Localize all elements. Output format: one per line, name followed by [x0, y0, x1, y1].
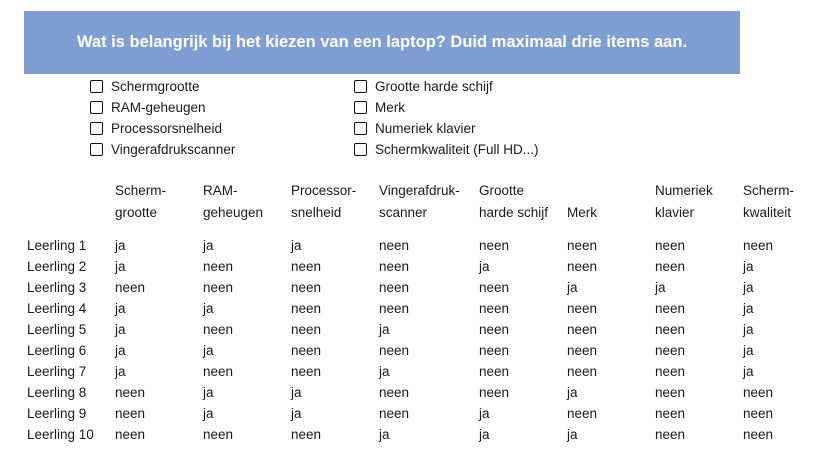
option-schermkwaliteit[interactable] [354, 139, 539, 160]
checkbox-icon[interactable] [354, 143, 367, 156]
option-vingerafdrukscanner[interactable] [90, 139, 235, 160]
table-cell: neen [567, 301, 598, 316]
option-label: RAM-geheugen [111, 100, 206, 115]
row-label: Leerling 5 [27, 322, 87, 337]
table-cell: neen [379, 385, 410, 400]
header-line: scanner [379, 204, 428, 220]
option-processorsnelheid[interactable] [90, 118, 235, 139]
table-row [0, 340, 820, 361]
table-row [0, 319, 820, 340]
table-cell: neen [743, 406, 774, 421]
checkbox-icon[interactable] [354, 101, 367, 114]
table-cell: neen [479, 322, 510, 337]
option-ram-geheugen[interactable] [90, 97, 235, 118]
table-cell: neen [567, 322, 598, 337]
table-cell: ja [203, 238, 214, 253]
option-label: Grootte harde schijf [375, 79, 493, 94]
table-cell: ja [115, 364, 126, 379]
table-cell: neen [743, 427, 774, 442]
table-cell: neen [203, 427, 234, 442]
table-cell: neen [567, 343, 598, 358]
table-cell: neen [567, 259, 598, 274]
table-cell: neen [655, 343, 686, 358]
table-cell: ja [479, 406, 490, 421]
table-cell: ja [379, 427, 390, 442]
table-cell: neen [291, 322, 322, 337]
header-line: Numeriek [655, 183, 713, 198]
table-cell: ja [655, 280, 666, 295]
table-cell: ja [479, 259, 490, 274]
table-cell: neen [655, 322, 686, 337]
header-line: snelheid [291, 204, 342, 220]
table-cell: ja [291, 406, 302, 421]
table-cell: neen [291, 427, 322, 442]
table-cell: ja [115, 238, 126, 253]
checkbox-icon[interactable] [90, 101, 103, 114]
table-cell: neen [115, 427, 146, 442]
table-cell: ja [567, 427, 578, 442]
column-header [115, 180, 166, 223]
table-row [0, 361, 820, 382]
header-line: geheugen [203, 204, 264, 220]
row-label: Leerling 7 [27, 364, 87, 379]
results-table-header [0, 180, 820, 224]
checkbox-icon[interactable] [90, 143, 103, 156]
row-label: Leerling 3 [27, 280, 87, 295]
table-cell: neen [655, 427, 686, 442]
header-line: grootte [115, 204, 158, 220]
table-cell: ja [203, 385, 214, 400]
column-header [743, 180, 794, 223]
table-cell: ja [203, 343, 214, 358]
column-header [567, 180, 597, 223]
table-cell: ja [743, 322, 754, 337]
table-row [0, 298, 820, 319]
table-cell: ja [743, 280, 754, 295]
column-header [479, 180, 548, 223]
row-label: Leerling 4 [27, 301, 87, 316]
header-line: Grootte [479, 183, 525, 198]
table-cell: ja [203, 301, 214, 316]
table-row [0, 277, 820, 298]
table-cell: neen [291, 280, 322, 295]
checkbox-icon[interactable] [90, 80, 103, 93]
header-line: kwaliteit [743, 204, 792, 220]
checkbox-icon[interactable] [354, 80, 367, 93]
table-cell: neen [291, 364, 322, 379]
option-schermgrootte[interactable] [90, 76, 235, 97]
table-cell: ja [743, 364, 754, 379]
table-row [0, 403, 820, 424]
column-header [379, 180, 460, 223]
header-line: harde schijf [479, 204, 549, 220]
table-cell: ja [567, 385, 578, 400]
row-label: Leerling 10 [27, 427, 94, 442]
table-cell: neen [291, 301, 322, 316]
column-header [655, 180, 713, 223]
header-line: Vingerafdruk- [379, 183, 460, 198]
results-table-body [0, 235, 820, 445]
table-cell: ja [567, 280, 578, 295]
table-cell: neen [479, 385, 510, 400]
row-label: Leerling 6 [27, 343, 87, 358]
column-header [203, 180, 263, 223]
option-label: Processorsnelheid [111, 121, 223, 136]
table-cell: neen [743, 385, 774, 400]
table-cell: ja [203, 406, 214, 421]
table-cell: neen [479, 343, 510, 358]
table-cell: ja [115, 259, 126, 274]
option-label: Vingerafdrukscanner [111, 142, 236, 157]
table-cell: neen [379, 301, 410, 316]
row-label: Leerling 2 [27, 259, 87, 274]
table-cell: ja [291, 385, 302, 400]
table-cell: neen [479, 238, 510, 253]
row-label: Leerling 9 [27, 406, 87, 421]
table-cell: neen [567, 406, 598, 421]
row-label: Leerling 8 [27, 385, 87, 400]
table-cell: neen [203, 322, 234, 337]
header-line [567, 180, 597, 202]
table-cell: ja [479, 427, 490, 442]
table-cell: neen [291, 343, 322, 358]
option-label: Merk [375, 100, 405, 115]
table-cell: neen [567, 238, 598, 253]
header-line: Merk [567, 204, 597, 220]
table-cell: neen [203, 364, 234, 379]
table-cell: neen [203, 280, 234, 295]
table-cell: neen [743, 238, 774, 253]
table-cell: neen [379, 343, 410, 358]
table-row [0, 424, 820, 445]
option-label: Schermgrootte [111, 79, 200, 94]
table-cell: ja [291, 238, 302, 253]
table-cell: neen [115, 280, 146, 295]
table-cell: neen [203, 259, 234, 274]
table-cell: ja [115, 322, 126, 337]
table-cell: neen [655, 238, 686, 253]
header-line: Processor- [291, 183, 357, 198]
table-cell: ja [115, 301, 126, 316]
table-cell: neen [655, 259, 686, 274]
table-row [0, 235, 820, 256]
header-line: Scherm- [743, 183, 795, 198]
table-cell: neen [115, 385, 146, 400]
table-row [0, 382, 820, 403]
table-cell: neen [567, 364, 598, 379]
table-cell: neen [479, 364, 510, 379]
table-cell: neen [115, 406, 146, 421]
table-cell: neen [479, 301, 510, 316]
header-line: Scherm- [115, 183, 167, 198]
table-cell: neen [655, 385, 686, 400]
option-label: Schermkwaliteit (Full HD...) [375, 142, 539, 157]
option-merk[interactable] [354, 97, 539, 118]
table-cell: neen [379, 259, 410, 274]
header-line: RAM- [203, 183, 238, 198]
header-line: klavier [655, 204, 695, 220]
table-cell: neen [291, 259, 322, 274]
table-cell: ja [743, 301, 754, 316]
table-cell: ja [115, 343, 126, 358]
table-cell: ja [379, 322, 390, 337]
table-cell: ja [743, 343, 754, 358]
options-left-column [90, 76, 235, 160]
option-grootte-harde-schijf[interactable] [354, 76, 539, 97]
question-text: Wat is belangrijk bij het kiezen van een laptop? Duid maximaal drie items aan. [76, 33, 688, 51]
table-cell: neen [379, 280, 410, 295]
table-cell: ja [743, 259, 754, 274]
column-header [291, 180, 356, 223]
options-right-column [354, 76, 539, 160]
table-cell: neen [655, 364, 686, 379]
table-cell: neen [655, 406, 686, 421]
checkbox-icon[interactable] [354, 122, 367, 135]
table-cell: neen [655, 301, 686, 316]
table-cell: neen [379, 238, 410, 253]
table-cell: neen [479, 280, 510, 295]
row-label: Leerling 1 [27, 238, 87, 253]
option-numeriek-klavier[interactable] [354, 118, 539, 139]
checkbox-icon[interactable] [90, 122, 103, 135]
table-row [0, 256, 820, 277]
table-cell: ja [379, 364, 390, 379]
question-banner [24, 11, 740, 74]
table-cell: neen [379, 406, 410, 421]
option-label: Numeriek klavier [375, 121, 476, 136]
